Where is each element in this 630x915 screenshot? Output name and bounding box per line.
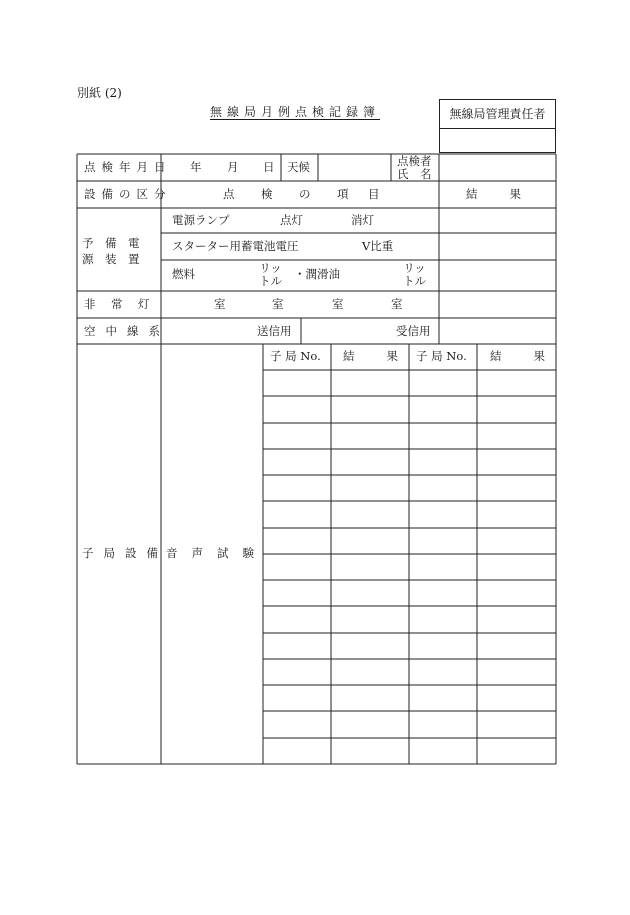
result-header: 結 果: [466, 187, 524, 201]
item-header-char-2: 検: [261, 187, 273, 201]
room-label-1: 室: [214, 297, 226, 311]
lube-liter-unit: [403, 262, 426, 287]
item-header-char-1: 点: [223, 187, 235, 201]
category-header-label: 設備の区分: [84, 187, 172, 201]
fuel-liter-unit-line1: リッ: [259, 261, 282, 275]
inspector-label-line1: 点検者: [397, 154, 432, 168]
manager-label: 無線局管理責任者: [440, 100, 555, 129]
specific-gravity-label: V比重: [362, 239, 394, 253]
lube-liter-unit-line1: リッ: [403, 261, 426, 275]
fuel-liter-unit-line2: トル: [259, 273, 282, 288]
day-label: 日: [263, 160, 275, 174]
inspector-label-line2: 氏 名: [397, 166, 432, 181]
substation-result-header-1: 結 果: [343, 349, 401, 363]
lamp-lit-label: 点灯: [280, 213, 303, 227]
item-header-char-3: の: [299, 187, 311, 201]
fuel-label: 燃料: [172, 267, 195, 281]
weather-label: 天候: [287, 160, 310, 174]
substation-no-header-1: 子 局 No.: [270, 349, 321, 363]
transmit-label: 送信用: [257, 324, 292, 338]
substation-label: 子局設備: [82, 546, 168, 560]
backup-power-label-line2: 源 装 置: [82, 251, 140, 266]
battery-voltage-label: スターター用蓄電池電圧: [172, 239, 299, 253]
date-row-label: 点検年月日: [84, 160, 172, 174]
room-label-4: 室: [391, 297, 403, 311]
voice-test-label: 音声試験: [166, 546, 268, 560]
substation-result-header-2: 結 果: [490, 349, 548, 363]
inspector-label: [397, 155, 432, 180]
receive-label: 受信用: [396, 324, 431, 338]
item-header-char-4: 項: [337, 187, 349, 201]
emergency-light-label: 非 常 灯: [84, 297, 152, 311]
power-lamp-label: 電源ランプ: [172, 213, 230, 227]
fuel-liter-unit: [259, 262, 282, 287]
attachment-reference: 別紙 (2): [77, 86, 122, 100]
lamp-off-label: 消灯: [351, 213, 374, 227]
year-label: 年: [190, 160, 202, 174]
item-header-char-5: 目: [368, 187, 380, 201]
form-title: 無線局月例点検記録簿: [209, 105, 380, 119]
substation-no-header-2: 子 局 No.: [416, 349, 467, 363]
room-label-3: 室: [332, 297, 344, 311]
room-label-2: 室: [272, 297, 284, 311]
antenna-label: 空中線系: [84, 324, 170, 338]
backup-power-label: [82, 236, 140, 267]
backup-power-label-line1: 予 備 電: [82, 236, 140, 250]
lube-liter-unit-line2: トル: [403, 273, 426, 288]
lube-oil-label: ・潤滑油: [294, 267, 340, 281]
month-label: 月: [227, 160, 239, 174]
